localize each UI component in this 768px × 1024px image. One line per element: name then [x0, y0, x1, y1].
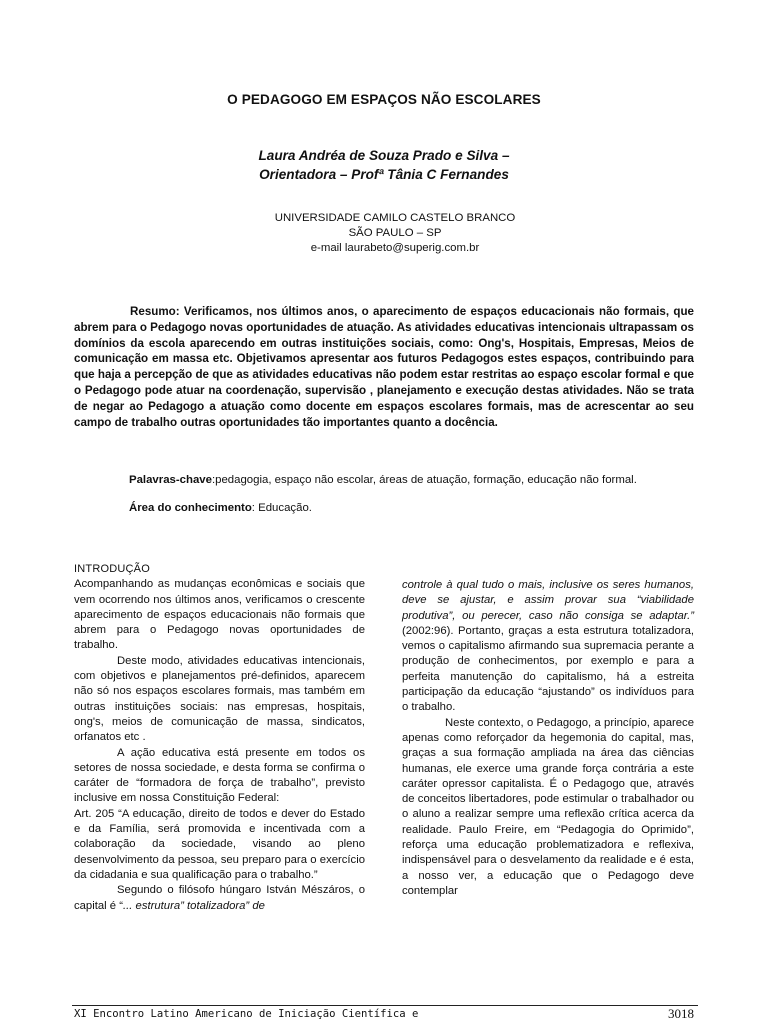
left-column	[74, 562, 365, 914]
author-email: e-mail laurabeto@superig.com.br	[310, 242, 480, 254]
body-paragraph: Acompanhando as mudanças econômicas e sociais que vem ocorrendo nos últimos anos, verificamos o crescente aparecimento de espaços educacionais não formais que abrem para o Pedagogo novas oportunidades de trabalho.	[74, 578, 365, 652]
page-number: 3018	[668, 1006, 694, 1021]
abstract-paragraph: Resumo: Verificamos, nos últimos anos, o aparecimento de espaços educacionais não formais, que abrem para o Pedagogo novas oportunidades de atuação. As atividades educativas intencionais ultrapassam os domínios da escola aparecendo em outras instituições sociais, como: Ong's, Hospitais, Empresas, Meios de comunicação em massa etc. Objetivamos apresentar aos futuros Pedagogos estes espaços, contribuindo para que haja a percepção de que as atividades educativas não podem estar restritas ao espaço escolar formal e que o Pedagogo pode atuar na coordenação, supervisão , planejamento e execução destas atividades. Não se trata de negar ao Pedagogo a atuação como docente em espaços escolares formais, mas de acrescentar ao seu campo de trabalho outras oportunidades tão importantes quanto a docência.	[74, 305, 694, 429]
body-paragraph: A ação educativa está presente em todos os setores de nossa sociedade, e desta forma se confirma o caráter de “formadora de força de trabalho”, previsto inclusive em nossa Constituição Federal:	[74, 746, 365, 805]
italic-quote: ... estrutura” totalizadora” de	[122, 899, 265, 912]
body-paragraph: Neste contexto, o Pedagogo, a princípio, aparece apenas como reforçador da hegemonia do capital, mas, graças a sua formação ampliada na área das ciências humanas, ele exerce uma grande força contrária a este caráter opressor capitalista. É o Pedagogo que, através de conceitos libertadores, pode estimular o trabalhador ou o aluno a realizar sempre uma reflexão crítica acerca da realidade. Paulo Freire, em “Pedagogia do Oprimido”, reforça uma educação problematizadora e reflexiva, indispensável para o desvelamento da realidade e é esta, a nosso ver, a educação que o Pedagogo deve contemplar	[402, 716, 694, 897]
university-name: UNIVERSIDADE CAMILO CASTELO BRANCO	[274, 212, 516, 224]
section-heading: INTRODUÇÃO	[74, 563, 150, 575]
author-line: Laura Andréa de Souza Prado e Silva –	[258, 148, 510, 163]
advisor-line: Orientadora – Profª Tânia C Fernandes	[259, 167, 509, 182]
affiliation-block	[0, 211, 768, 256]
knowledge-area-text: : Educação.	[251, 502, 312, 514]
right-column	[402, 578, 694, 899]
paragraph-text: (2002:96). Portanto, graças a esta estrutura totalizadora, vemos o capitalismo afirmando sua supremacia perante a produção de conhecimentos, por exemplo e para a perfeita manutenção do capitalismo, há a estreita participação da educação “ajustando” os indivíduos para o trabalho.	[402, 624, 694, 714]
footer-event: XI Encontro Latino Americano de Iniciação Científica e	[74, 1008, 419, 1020]
paper-title: O PEDAGOGO EM ESPAÇOS NÃO ESCOLARES	[227, 92, 541, 107]
authors-block	[0, 146, 768, 184]
body-paragraph	[74, 883, 365, 914]
body-paragraph	[402, 578, 694, 716]
keywords-paragraph	[74, 473, 694, 489]
footer-divider	[72, 1005, 698, 1006]
paragraph-text: Segundo o filósofo húngaro István Mészáros, o capital é “	[74, 884, 365, 912]
constitution-quote: Art. 205 “A educação, direito de todos e dever do Estado e da Família, será promovida e incentivada com a colaboração da sociedade, visando ao pleno desenvolvimento da pessoa, seu preparo para o exercício da cidadania e sua qualificação para o trabalho.”	[74, 807, 365, 881]
italic-quote: controle à qual tudo o mais, inclusive os seres humanos, deve se ajustar, e assim provar sua “viabilidade produtiva”, ou perecer, caso não consiga se adaptar.”	[402, 579, 694, 622]
keywords-label: Palavras-chave	[129, 474, 212, 486]
keywords-text: :pedagogia, espaço não escolar, áreas de atuação, formação, educação não formal.	[211, 474, 637, 486]
knowledge-area	[129, 502, 312, 514]
body-paragraph: Deste modo, atividades educativas intencionais, com objetivos e planejamentos pré-definidos, aparecem não só nos espaços escolares formais, mas também em outras instituições sociais: nas empresas, hospitais, ong's, meios de comunicação de massa, sindicatos, orfanatos etc .	[74, 654, 365, 744]
city-state: SÃO PAULO – SP	[348, 227, 442, 239]
knowledge-area-label: Área do conhecimento	[129, 502, 252, 514]
